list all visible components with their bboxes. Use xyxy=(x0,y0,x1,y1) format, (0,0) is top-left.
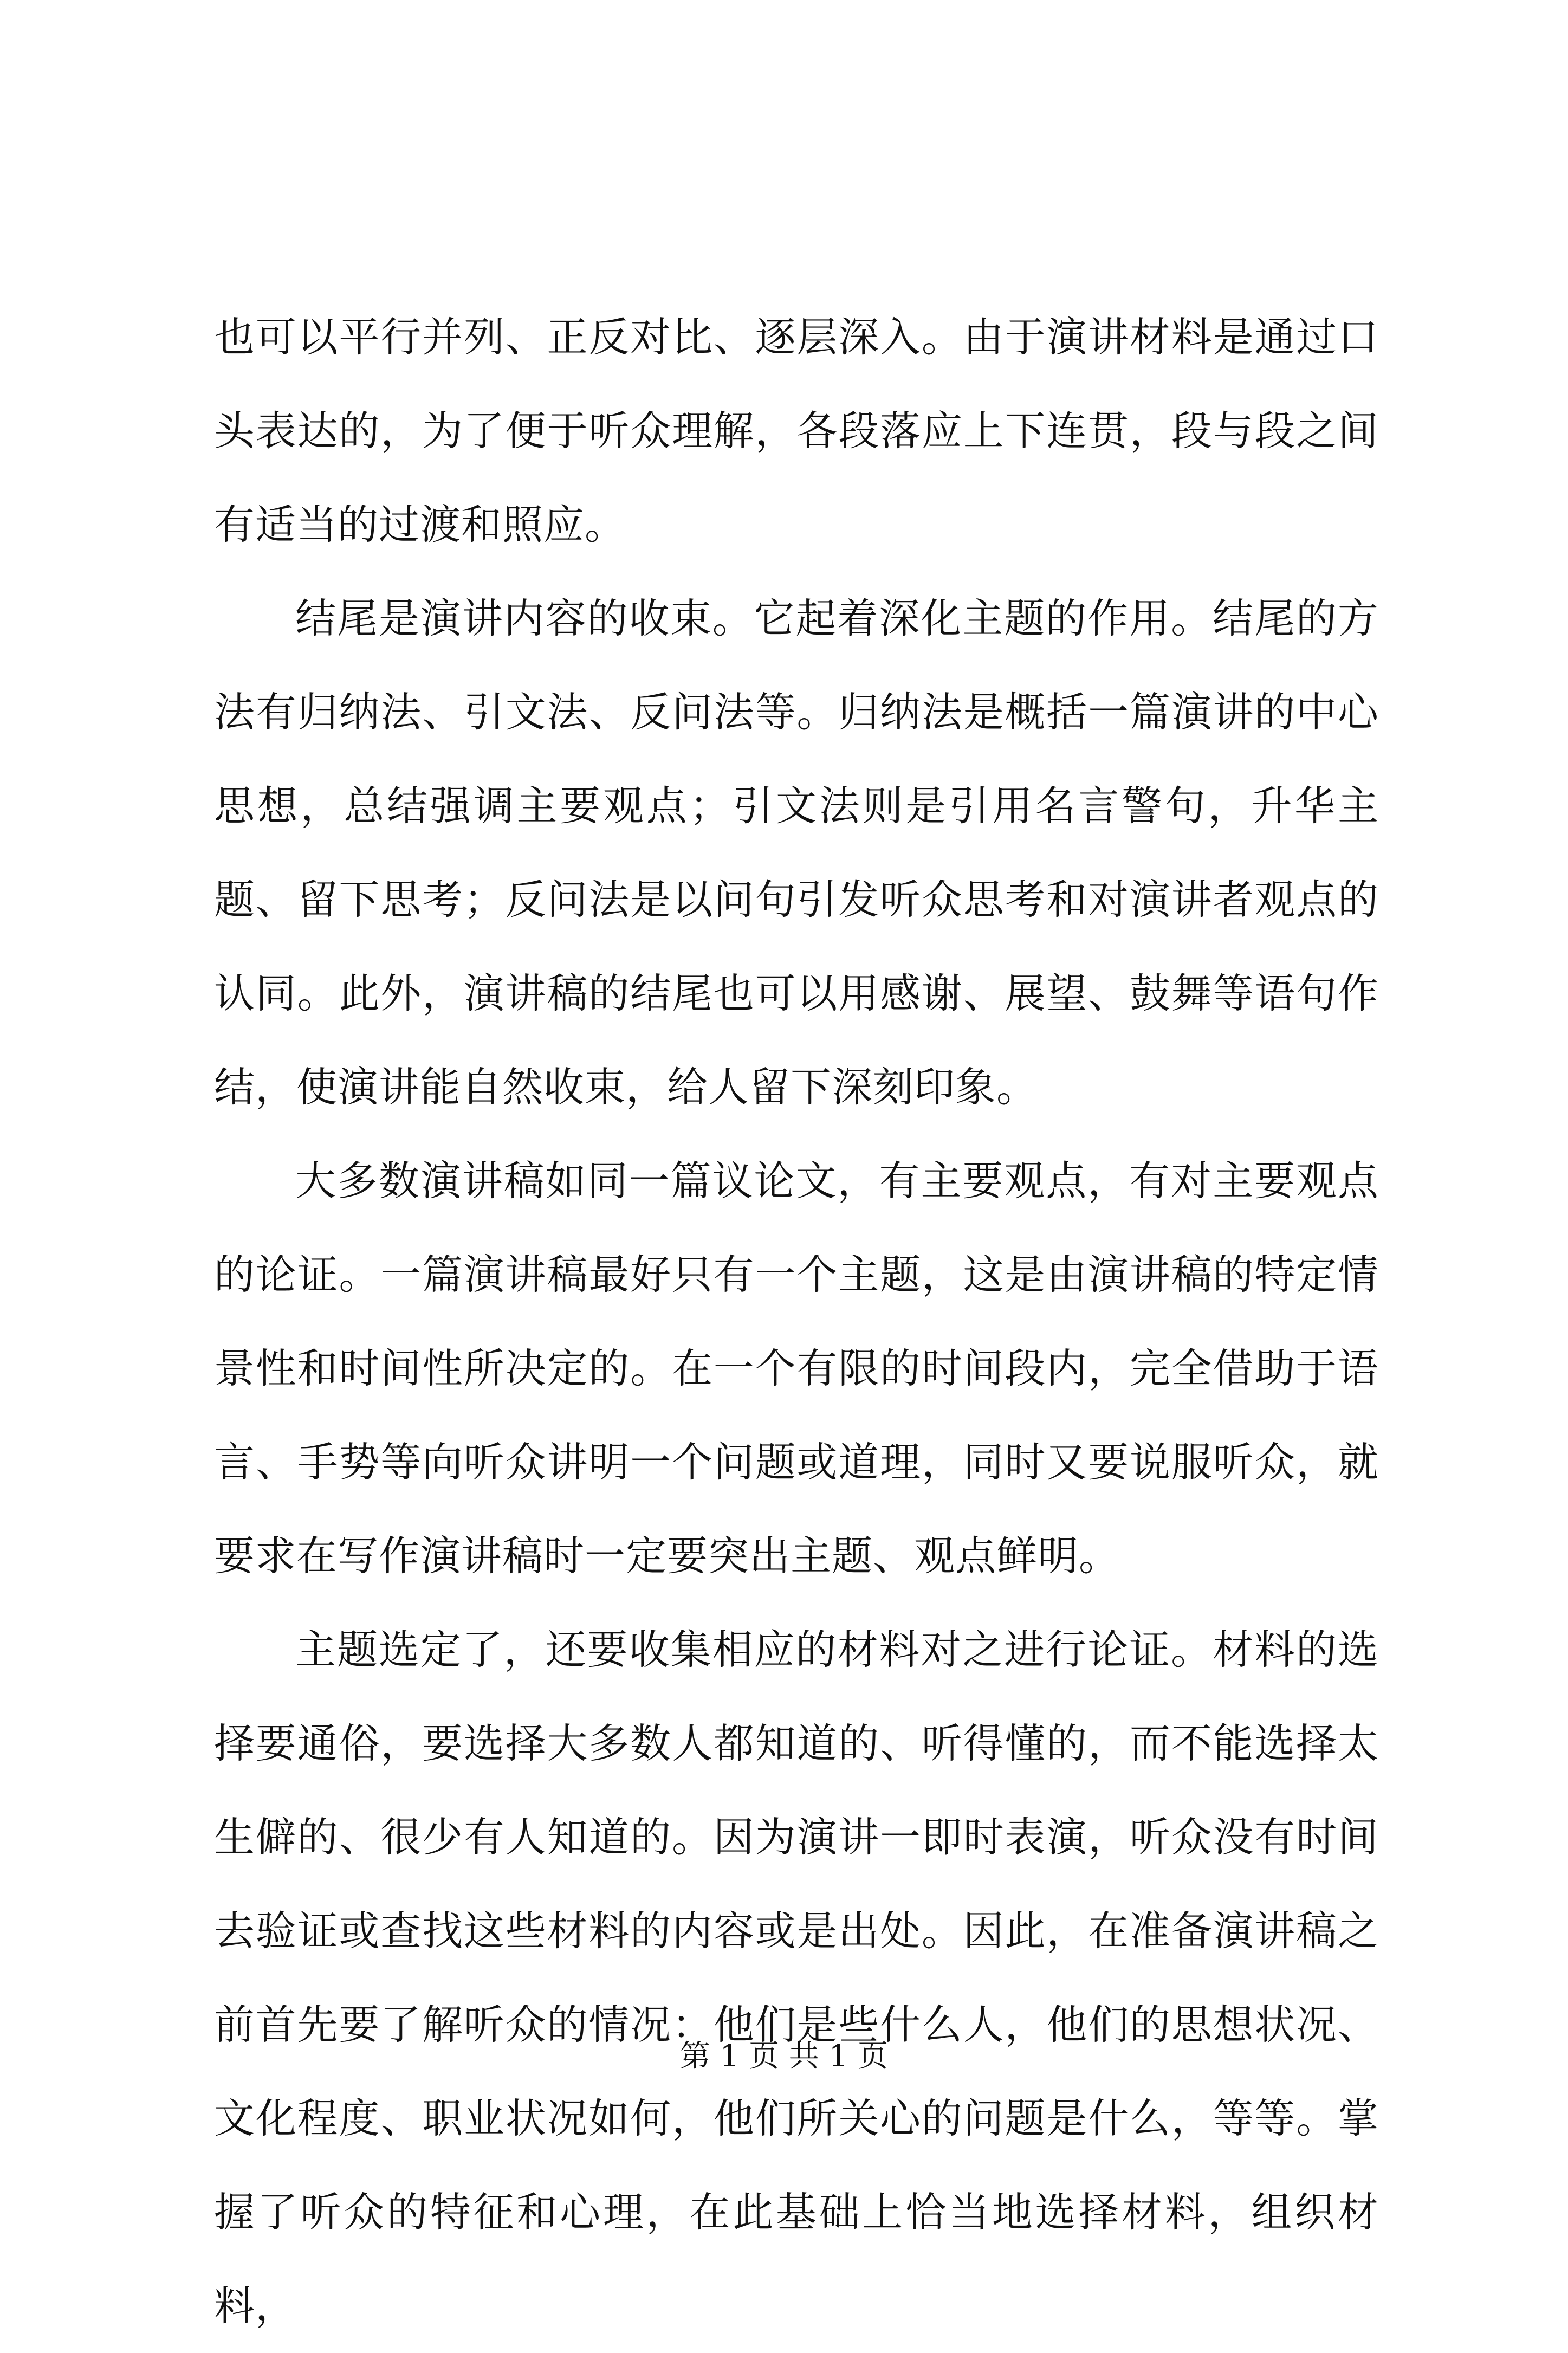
page-number-label: 第 1 页 共 1 页 xyxy=(679,2039,889,2074)
paragraph-3: 大多数演讲稿如同一篇议论文，有主要观点，有对主要观点的论证。一篇演讲稿最好只有一个主题，这是由演讲稿的特定情景性和时间性所决定的。在一个有限的时间段内，完全借助于语言、手势等向听众讲明一个问题或道理，同时又要说服听众，就要求在写作演讲稿时一定要突出主题、观点鲜明。 xyxy=(214,1157,1379,1580)
paragraph-2: 结尾是演讲内容的收束。它起着深化主题的作用。结尾的方法有归纳法、引文法、反问法等。归纳法是概括一篇演讲的中心思想，总结强调主要观点；引文法则是引用名言警句，升华主题、留下思考；反问法是以问句引发听众思考和对演讲者观点的认同。此外，演讲稿的结尾也可以用感谢、展望、鼓舞等语句作结，使演讲能自然收束，给人留下深刻印象。 xyxy=(214,594,1379,1111)
paragraph-1: 也可以平行并列、正反对比、逐层深入。由于演讲材料是通过口头表达的，为了便于听众理解，各段落应上下连贯，段与段之间有适当的过渡和照应。 xyxy=(214,313,1379,548)
page-footer xyxy=(0,2035,1568,2078)
paragraph-4: 主题选定了，还要收集相应的材料对之进行论证。材料的选择要通俗，要选择大多数人都知道的、听得懂的，而不能选择太生僻的、很少有人知道的。因为演讲一即时表演，听众没有时间去验证或查找这些材料的内容或是出处。因此，在准备演讲稿之前首先要了解听众的情况：他们是些什么人，他们的思想状况、文化程度、职业状况如何，他们所关心的问题是什么，等等。掌握了听众的特征和心理，在此基础上恰当地选择材料，组织材料， xyxy=(214,1626,1379,2330)
